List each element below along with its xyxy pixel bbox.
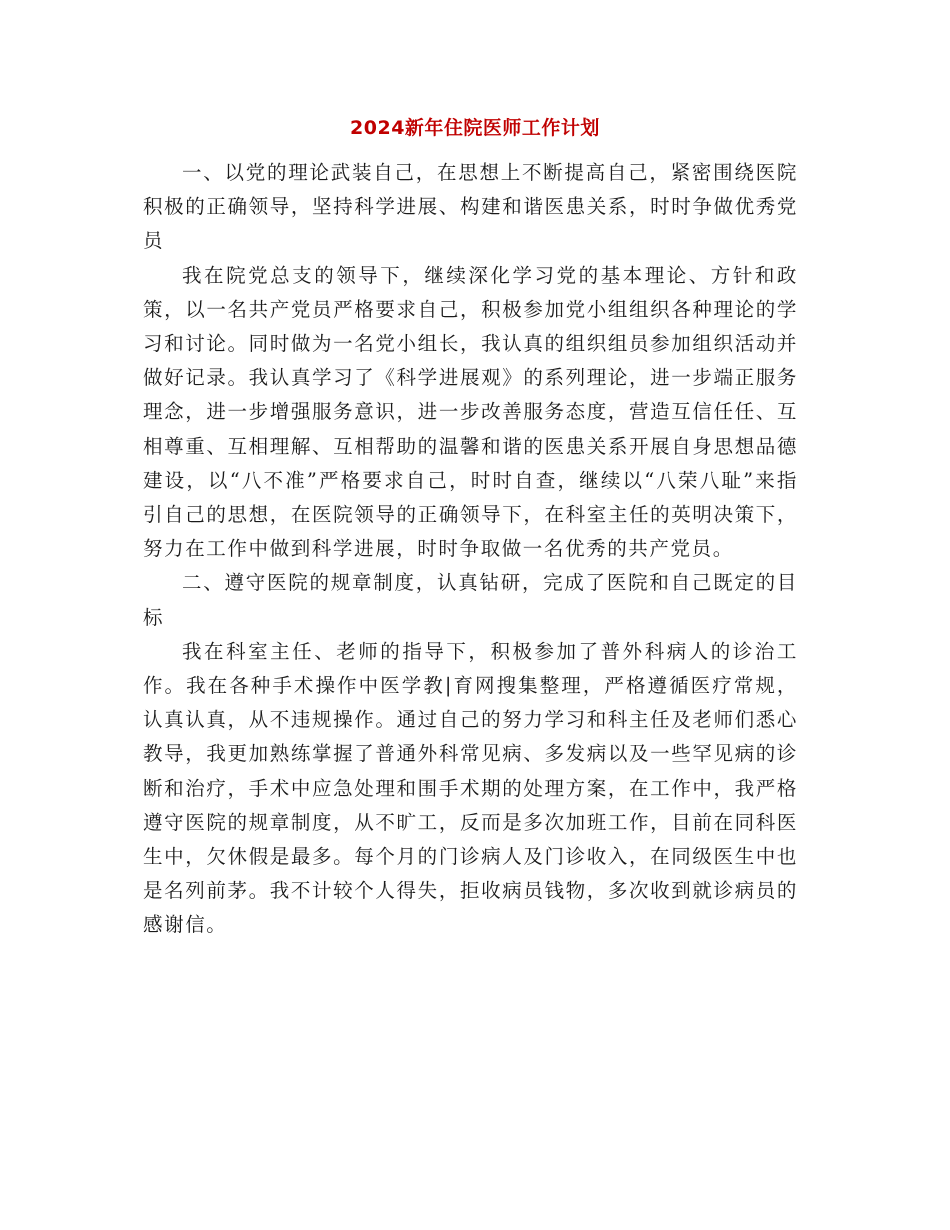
section-heading-2: 二、遵守医院的规章制度，认真钻研，完成了医院和自己既定的目标 (143, 571, 798, 629)
document-body (143, 156, 798, 943)
body-paragraph-2: 我在科室主任、老师的指导下，积极参加了普外科病人的诊治工作。我在各种手术操作中医学教|育网搜集整理，严格遵循医疗常规，认真认真，从不违规操作。通过自己的努力学习和科主任及老师们悉心教导，我更加熟练掌握了普通外科常见病、多发病以及一些罕见病的诊断和治疗，手术中应急处理和围手术期的处理方案，在工作中，我严格遵守医院的规章制度，从不旷工，反而是多次加班工作，目前在同科医生中，欠休假是最多。每个月的门诊病人及门诊收入，在同级医生中也是名列前茅。我不计较个人得失，拒收病员钱物，多次收到就诊病员的感谢信。 (143, 639, 798, 937)
body-paragraph-1: 我在院党总支的领导下，继续深化学习党的基本理论、方针和政策，以一名共产党员严格要求自己，积极参加党小组组织各种理论的学习和讨论。同时做为一名党小组长，我认真的组织组员参加组织活动并做好记录。我认真学习了《科学进展观》的系列理论，进一步端正服务理念，进一步增强服务意识，进一步改善服务态度，营造互信任任、互相尊重、互相理解、互相帮助的温馨和谐的医患关系开展自身思想品德建设，以“八不准”严格要求自己，时时自查，继续以“八荣八耻”来指引自己的思想，在医院领导的正确领导下，在科室主任的英明决策下，努力在工作中做到科学进展，时时争取做一名优秀的共产党员。 (143, 263, 798, 561)
document-title: 2024新年住院医师工作计划 (350, 117, 600, 139)
section-heading-1: 一、以党的理论武装自己，在思想上不断提高自己，紧密围绕医院积极的正确领导，坚持科学进展、构建和谐医患关系，时时争做优秀党员 (143, 161, 798, 253)
